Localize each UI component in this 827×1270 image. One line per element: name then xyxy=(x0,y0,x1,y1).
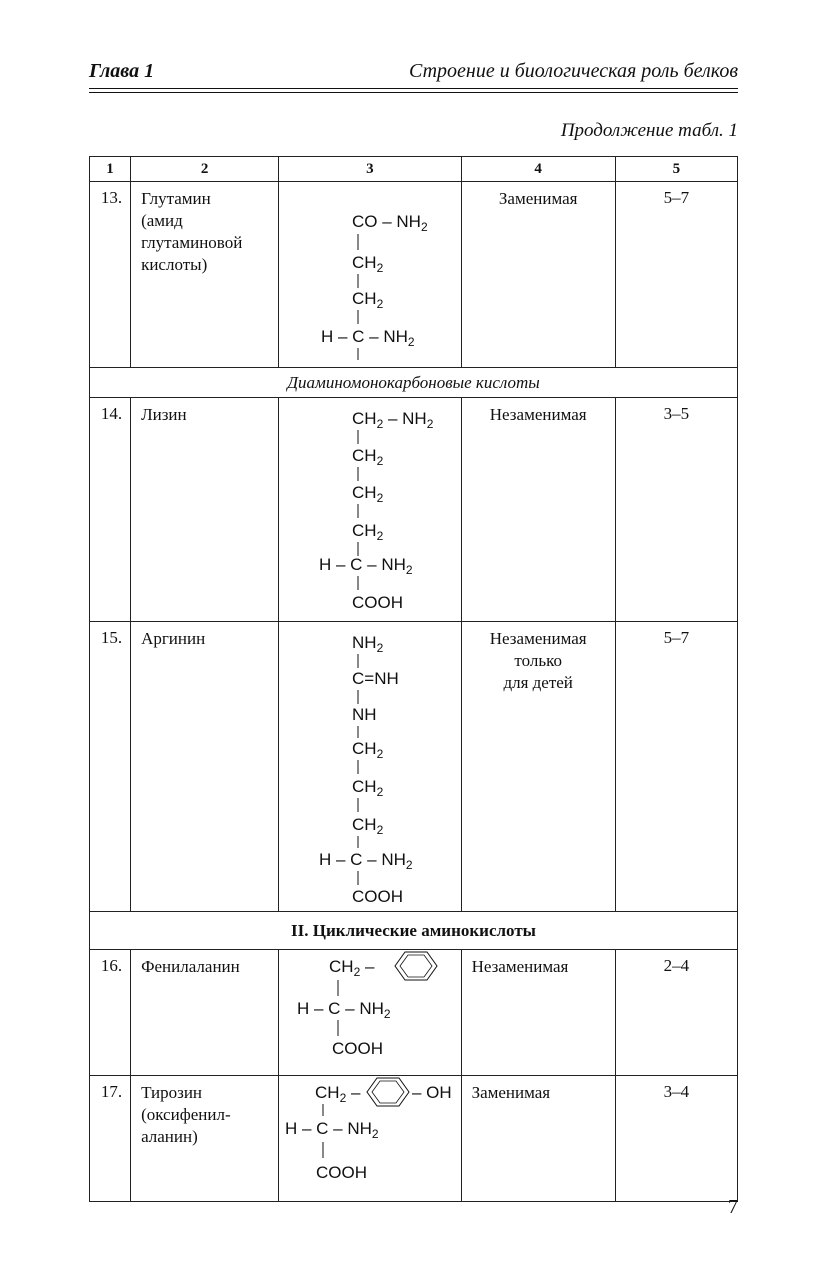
header-rule xyxy=(89,88,738,89)
content-range: 5–7 xyxy=(615,622,737,912)
essentiality: Незаменимая xyxy=(461,950,615,1076)
formula-line: $CH_2$ xyxy=(352,446,384,468)
column-header: 3 xyxy=(279,157,461,182)
essentiality: Незаменимая только для детей xyxy=(461,622,615,912)
row-number: 16. xyxy=(90,950,131,1076)
formula-line: $CH_2$ xyxy=(352,777,384,799)
amino-acid-name: Тирозин (оксифенил- аланин) xyxy=(131,1076,279,1202)
table-row xyxy=(90,398,738,622)
benzene-ring-icon xyxy=(395,952,437,980)
formula-line: COOH xyxy=(316,1163,368,1182)
column-header: 1 xyxy=(90,157,131,182)
amino-acid-name: Лизин xyxy=(131,398,279,622)
essentiality: Заменимая xyxy=(461,182,615,368)
page-number: 7 xyxy=(728,1196,738,1218)
section-title-diamino: Диаминомонокарбоновые кислоты xyxy=(90,368,738,398)
structural-formula xyxy=(279,398,461,622)
table-row xyxy=(90,950,738,1076)
formula-line: C=NH xyxy=(352,669,400,688)
row-number: 17. xyxy=(90,1076,131,1202)
running-title: Строение и биологическая роль белков xyxy=(408,60,738,82)
formula-line: $CH_2$ xyxy=(352,253,384,275)
structural-formula xyxy=(279,1076,461,1202)
formula-line: $NH_2$ xyxy=(352,633,384,655)
column-header: 4 xyxy=(461,157,615,182)
content-range: 3–5 xyxy=(615,398,737,622)
content-range: 5–7 xyxy=(615,182,737,368)
table-header-row xyxy=(90,157,738,182)
formula-line: $CH_2 - NH_2$ xyxy=(352,409,434,431)
section-title-cyclic: II. Циклические аминокислоты xyxy=(90,912,738,950)
formula-line: H – C – $NH_2$ xyxy=(285,1119,379,1141)
formula-line: $CH_2$ xyxy=(352,289,384,311)
section-row xyxy=(90,912,738,950)
column-header: 2 xyxy=(131,157,279,182)
content-range: 3–4 xyxy=(615,1076,737,1202)
structural-formula xyxy=(279,622,461,912)
formula-glutamine xyxy=(279,182,461,362)
amino-acid-table xyxy=(89,156,738,1202)
essentiality: Заменимая xyxy=(461,1076,615,1202)
row-number: 13. xyxy=(90,182,131,368)
formula-line: $CH_2$ xyxy=(352,815,384,837)
formula-phenylalanine xyxy=(279,950,461,1070)
formula-line: COOH xyxy=(352,887,404,906)
header-rule-thin xyxy=(89,92,738,93)
formula-line: $CH_2$ xyxy=(352,739,384,761)
structural-formula xyxy=(279,950,461,1076)
column-header: 5 xyxy=(615,157,737,182)
table-row xyxy=(90,622,738,912)
formula-line: H – C – $NH_2$ xyxy=(319,555,413,577)
formula-line: $CH_2$ xyxy=(352,521,384,543)
structural-formula xyxy=(279,182,461,368)
formula-line: $CH_2$ – xyxy=(329,957,375,979)
table-row xyxy=(90,1076,738,1202)
formula-line: H – C – $NH_2$ xyxy=(319,850,413,872)
amino-acid-name: Фенилаланин xyxy=(131,950,279,1076)
table-continuation-label: Продолжение табл. 1 xyxy=(560,120,738,141)
formula-lysine xyxy=(279,398,461,616)
amino-acid-name: Глутамин (амид глутаминовой кислоты) xyxy=(131,182,279,368)
essentiality: Незаменимая xyxy=(461,398,615,622)
content-range: 2–4 xyxy=(615,950,737,1076)
formula-line: COOH xyxy=(332,1039,384,1058)
chapter-label: Глава 1 xyxy=(89,60,155,82)
formula-tyrosine xyxy=(279,1076,461,1196)
formula-line: – OH xyxy=(412,1083,452,1102)
formula-line: COOH xyxy=(352,593,404,612)
benzene-ring-icon xyxy=(367,1078,409,1106)
section-row xyxy=(90,368,738,398)
amino-acid-name: Аргинин xyxy=(131,622,279,912)
formula-line: NH xyxy=(352,705,377,724)
formula-line: $CH_2$ – xyxy=(315,1083,361,1105)
formula-line: $CH_2$ xyxy=(352,483,384,505)
formula-arginine xyxy=(279,622,461,906)
table-row xyxy=(90,182,738,368)
running-header xyxy=(89,60,738,86)
row-number: 14. xyxy=(90,398,131,622)
formula-line: CO – $NH_2$ xyxy=(352,212,428,234)
formula-line: H – C – $NH_2$ xyxy=(321,327,415,349)
row-number: 15. xyxy=(90,622,131,912)
formula-line: H – C – $NH_2$ xyxy=(297,999,391,1021)
